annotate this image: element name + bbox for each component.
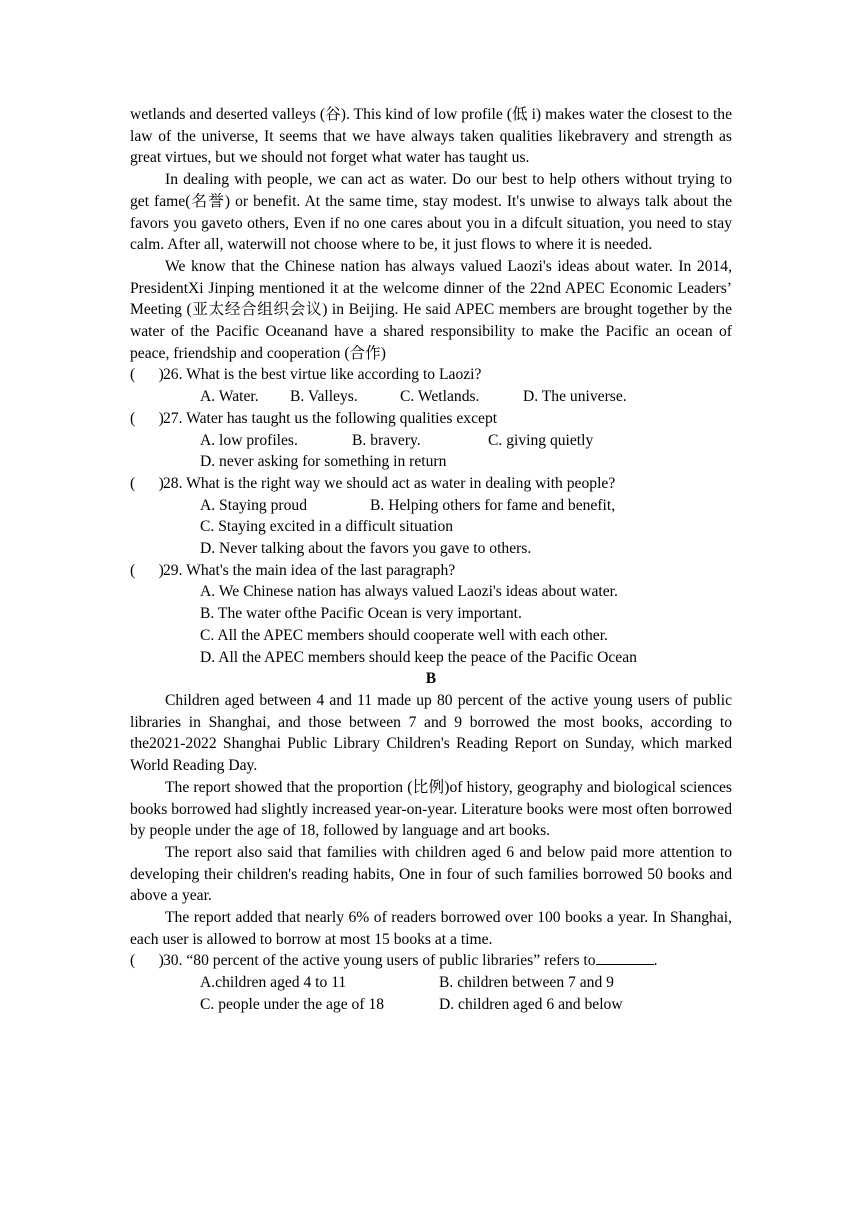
option-line: [130, 581, 732, 603]
passage-b-paragraph-1: Children aged between 4 and 11 made up 80 percent of the active young users of public libraries in Shanghai, and those between 7 and 9 borrowed the most books, according to the2021-2022 Shanghai Public Library Children's Reading Report on Sunday, which marked World Reading Day.: [130, 691, 732, 775]
option-line: [130, 994, 732, 1016]
question-stem: 30. “80 percent of the active young users of public libraries” refers to: [163, 952, 596, 970]
question-stem: 29. What's the main idea of the last paragraph?: [163, 561, 456, 579]
option-line: [130, 603, 732, 625]
answer-blank[interactable]: ( ): [130, 474, 164, 492]
option-d: D. children aged 6 and below: [439, 995, 623, 1013]
option-c: C. All the APEC members should cooperate well with each other.: [200, 626, 608, 644]
question-27: [130, 408, 732, 473]
option-line: [130, 430, 732, 452]
option-line: [130, 972, 732, 994]
option-a: A. Staying proud: [200, 496, 307, 514]
question-stem: 28. What is the right way we should act as water in dealing with people?: [163, 474, 616, 492]
option-b: B. The water ofthe Pacific Ocean is very important.: [200, 605, 522, 623]
option-line: [130, 451, 732, 473]
option-b: B. bravery.: [352, 431, 421, 449]
passage-a-paragraph-3: We know that the Chinese nation has always valued Laozi's ideas about water. In 2014, PresidentXi Jinping mentioned it at the welcome dinner of the 22nd APEC Economic Leaders’ Meeting (亚太经合组织会议) in Beijing. He said APEC members are brought together by the water of the Pacific Oceanand have a shared responsibility to make the Pacific an ocean of peace, friendship and cooperation (合作): [130, 257, 732, 362]
option-b: B. Helping others for fame and benefit,: [370, 496, 616, 514]
option-d: D. never asking for something in return: [200, 453, 447, 471]
option-a: A. Water.: [200, 388, 259, 406]
question-28: [130, 473, 732, 560]
passage-b-paragraph-2: The report showed that the proportion (比例)of history, geography and biological sciences books borrowed had slightly increased year-on-year. Literature books were most often borrowed by people under the age of 18, followed by language and art books.: [130, 778, 732, 840]
option-line: [130, 625, 732, 647]
document-page: [130, 104, 732, 1016]
question-26: [130, 364, 732, 407]
option-line: [130, 538, 732, 560]
option-line: [130, 386, 732, 408]
answer-blank[interactable]: ( ): [130, 409, 164, 427]
section-heading-b: B: [425, 670, 437, 688]
option-c: C. Wetlands.: [400, 388, 480, 406]
option-line: [130, 516, 732, 538]
answer-blank[interactable]: ( ): [130, 952, 164, 970]
question-30: [130, 950, 732, 1015]
fill-in-blank[interactable]: [596, 950, 654, 965]
option-a: A.children aged 4 to 11: [200, 974, 347, 992]
option-line: [130, 495, 732, 517]
option-a: A. We Chinese nation has always valued Laozi's ideas about water.: [200, 583, 618, 601]
answer-blank[interactable]: ( ): [130, 366, 164, 384]
option-a: A. low profiles.: [200, 431, 298, 449]
passage-a-paragraph-2: In dealing with people, we can act as water. Do our best to help others without trying to get fame(名誉) or benefit. At the same time, stay modest. It's unwise to always talk about the favors you gaveto others, Even if no one cares about you in a difcult situation, you need to stay calm. After all, waterwill not choose where to be, it just flows to where it is needed.: [130, 171, 732, 254]
option-d: D. Never talking about the favors you gave to others.: [200, 540, 532, 558]
question-29: [130, 560, 732, 669]
answer-blank[interactable]: ( ): [130, 561, 164, 579]
passage-a-paragraph-1: wetlands and deserted valleys (谷). This kind of low profile (低 i) makes water the closest to the law of the universe, It seems that we have always taken qualities likebravery and strength as great virtues, but we should not forget what water has taught us.: [130, 106, 732, 167]
option-b: B. Valleys.: [290, 388, 358, 406]
question-stem: 27. Water has taught us the following qualities except: [163, 409, 498, 427]
question-stem: 26. What is the best virtue like according to Laozi?: [163, 366, 482, 384]
option-b: B. children between 7 and 9: [439, 974, 614, 992]
option-c: C. people under the age of 18: [200, 995, 385, 1013]
option-c: C. giving quietly: [488, 431, 594, 449]
passage-b-paragraph-4: The report added that nearly 6% of readers borrowed over 100 books a year. In Shanghai, each user is allowed to borrow at most 15 books at a time.: [130, 909, 732, 948]
option-d: D. All the APEC members should keep the peace of the Pacific Ocean: [200, 648, 637, 666]
option-line: [130, 647, 732, 669]
option-c: C. Staying excited in a difficult situation: [200, 518, 454, 536]
question-stem-end: .: [653, 952, 658, 970]
option-d: D. The universe.: [523, 388, 627, 406]
passage-b-paragraph-3: The report also said that families with children aged 6 and below paid more attention to developing their children's reading habits, One in four of such families borrowed 50 books and above a year.: [130, 843, 732, 905]
